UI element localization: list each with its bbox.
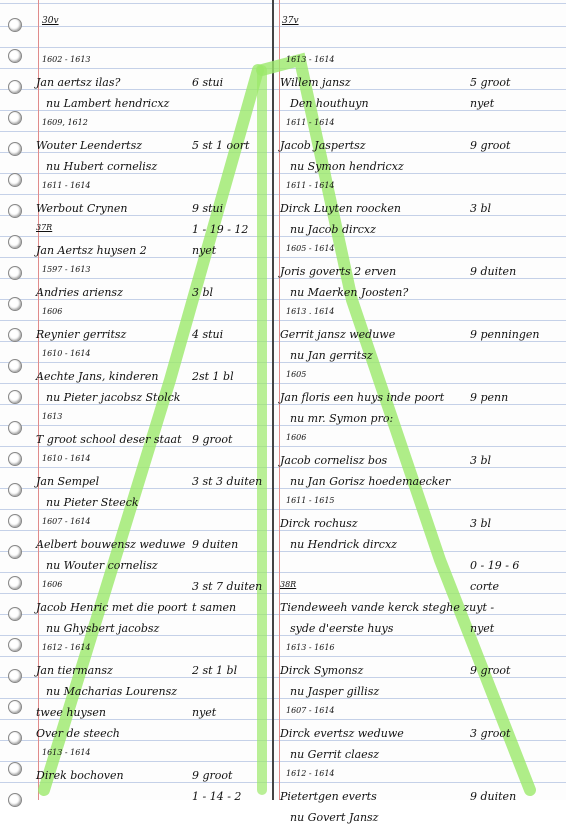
- binder-hole: [8, 576, 22, 590]
- right-sub-text: nu Govert Jansz: [290, 811, 379, 824]
- left-amount-text: 1 - 19 - 12: [192, 223, 249, 236]
- left-page-number: 30v: [42, 16, 59, 26]
- left-name-text: Andries ariensz: [36, 286, 123, 299]
- left-name-text: Aechte Jans, kinderen: [36, 370, 159, 383]
- right-amount-text: 3 groot: [470, 727, 511, 740]
- left-sub-text: nu Macharias Lourensz: [46, 685, 178, 698]
- left-sub-text: nu Hubert cornelisz: [46, 160, 158, 173]
- binder-hole: [8, 173, 22, 187]
- left-date-text: 1613: [42, 412, 63, 421]
- right-amount-text: 9 groot: [470, 664, 511, 677]
- binder-hole: [8, 731, 22, 745]
- left-name-text: Aelbert bouwensz weduwe: [36, 538, 186, 551]
- left-date-text: 1610 - 1614: [42, 454, 91, 463]
- binder-hole: [8, 235, 22, 249]
- left-date-text: 1606: [42, 307, 63, 316]
- left-amount-text: 9 duiten: [192, 538, 239, 551]
- column-divider: [272, 0, 274, 800]
- right-name-text: Dirck rochusz: [280, 517, 358, 530]
- right-amount-text: 9 penningen: [470, 328, 540, 341]
- right-sub-text: nu Jacob dircxz: [290, 223, 376, 236]
- right-date-text: 1605: [286, 370, 307, 379]
- right-name-text: Jacob Jaspertsz: [280, 139, 366, 152]
- left-date-text: 1597 - 1613: [42, 265, 91, 274]
- right-amount-text: nyet: [470, 622, 495, 635]
- right-name-text: Jan floris een huys inde poort: [280, 391, 445, 404]
- binder-hole: [8, 700, 22, 714]
- right-sub-text: nu Jan gerritsz: [290, 349, 373, 362]
- left-margin-line: [38, 0, 39, 800]
- binder-holes: [4, 0, 28, 800]
- binder-hole: [8, 204, 22, 218]
- left-date-text: 1610 - 1614: [42, 349, 91, 358]
- right-date-text: 1607 - 1614: [286, 706, 335, 715]
- right-sub-text: nu Symon hendricxz: [290, 160, 404, 173]
- right-name-text: Dirck evertsz weduwe: [280, 727, 404, 740]
- binder-hole: [8, 18, 22, 32]
- left-date-text: 1607 - 1614: [42, 517, 91, 526]
- left-name-text: Wouter Leendertsz: [36, 139, 143, 152]
- right-name-text: Tiendeweeh vande kerck steghe zuyt -: [280, 601, 495, 614]
- binder-hole: [8, 545, 22, 559]
- left-amount-text: 9 groot: [192, 433, 233, 446]
- right-ref-text: 38R: [280, 580, 297, 589]
- right-amount-text: 0 - 19 - 6: [470, 559, 520, 572]
- left-sub-text: nu Wouter cornelisz: [46, 559, 158, 572]
- binder-hole: [8, 359, 22, 373]
- left-sub-text: nu Pieter jacobsz Stolck: [46, 391, 181, 404]
- right-name-text: Dirck Luyten roocken: [280, 202, 401, 215]
- right-amount-text: nyet: [470, 97, 495, 110]
- right-name-text: Joris goverts 2 erven: [280, 265, 397, 278]
- left-date-text: 1609, 1612: [42, 118, 88, 127]
- left-date-text: 1602 - 1613: [42, 55, 91, 64]
- right-sub-text: nu Jan Gorisz hoedemaecker: [290, 475, 451, 488]
- right-sub-text: syde d'eerste huys: [290, 622, 394, 635]
- binder-hole: [8, 452, 22, 466]
- right-sub-text: nu Hendrick dircxz: [290, 538, 397, 551]
- right-amount-text: 3 bl: [470, 517, 492, 530]
- left-amount-text: 4 stui: [192, 328, 224, 341]
- right-date-text: 1613 - 1614: [286, 55, 335, 64]
- binder-hole: [8, 390, 22, 404]
- left-amount-text: nyet: [192, 244, 217, 257]
- left-ref-text: 37R: [36, 223, 53, 232]
- binder-hole: [8, 638, 22, 652]
- right-date-text: 1613 . 1614: [286, 307, 335, 316]
- right-name-text: Willem jansz: [280, 76, 351, 89]
- left-name-text: Direk bochoven: [36, 769, 124, 782]
- left-name-text: Jacob Henric met die poort: [36, 601, 188, 614]
- left-sub-text: nu Pieter Steeck: [46, 496, 139, 509]
- right-amount-text: 5 groot: [470, 76, 511, 89]
- right-name-text: Dirck Symonsz: [280, 664, 364, 677]
- right-amount-text: 9 penn: [470, 391, 509, 404]
- left-name-text: T groot school deser staat: [36, 433, 182, 446]
- left-amount-text: 9 stui: [192, 202, 224, 215]
- right-sub-text: nu Jasper gillisz: [290, 685, 380, 698]
- left-amount-text: 9 groot: [192, 769, 233, 782]
- left-amount-text: 2st 1 bl: [192, 370, 234, 383]
- binder-hole: [8, 514, 22, 528]
- binder-hole: [8, 669, 22, 683]
- right-sub-text: Den houthuyn: [290, 97, 369, 110]
- left-name-text: Jan aertsz ilas?: [36, 76, 121, 89]
- left-name-text: Jan tiermansz: [36, 664, 113, 677]
- left-name-text: Jan Aertsz huysen 2: [36, 244, 147, 257]
- left-sub-text: nu Lambert hendricxz: [46, 97, 170, 110]
- right-date-text: 1611 - 1614: [286, 118, 335, 127]
- binder-hole: [8, 266, 22, 280]
- left-name-text: Werbout Crynen: [36, 202, 128, 215]
- left-amount-text: 3 st 3 duiten: [192, 475, 263, 488]
- left-amount-text: nyet: [192, 706, 217, 719]
- highlighter-stroke-left: [44, 70, 258, 790]
- left-sub-text: nu Ghysbert jacobsz: [46, 622, 160, 635]
- binder-hole: [8, 793, 22, 807]
- right-amount-text: 3 bl: [470, 454, 492, 467]
- left-amount-text: 3 bl: [192, 286, 214, 299]
- binder-hole: [8, 49, 22, 63]
- binder-hole: [8, 142, 22, 156]
- right-name-text: Jacob cornelisz bos: [280, 454, 388, 467]
- binder-hole: [8, 607, 22, 621]
- left-date-text: 1612 - 1614: [42, 643, 91, 652]
- left-amount-text: 2 st 1 bl: [192, 664, 238, 677]
- binder-hole: [8, 80, 22, 94]
- left-amount-text: 3 st 7 duiten: [192, 580, 263, 593]
- left-amount-text: 1 - 14 - 2: [192, 790, 242, 803]
- right-date-text: 1606: [286, 433, 307, 442]
- binder-hole: [8, 111, 22, 125]
- left-amount-text: t samen: [192, 601, 237, 614]
- right-date-text: 1611 - 1614: [286, 181, 335, 190]
- binder-hole: [8, 328, 22, 342]
- left-date-text: 1611 - 1614: [42, 181, 91, 190]
- binder-hole: [8, 297, 22, 311]
- right-amount-text: 9 groot: [470, 139, 511, 152]
- left-date-text: 1606: [42, 580, 63, 589]
- binder-hole: [8, 483, 22, 497]
- right-sub-text: nu Gerrit claesz: [290, 748, 380, 761]
- binder-hole: [8, 421, 22, 435]
- right-amount-text: 9 duiten: [470, 790, 517, 803]
- left-date-text: 1613 - 1614: [42, 748, 91, 757]
- right-sub-text: nu Maerken Joosten?: [290, 286, 409, 299]
- left-name-text: twee huysen: [36, 706, 106, 719]
- right-sub-text: nu mr. Symon pro:: [290, 412, 394, 425]
- left-amount-text: 6 stui: [192, 76, 224, 89]
- right-date-text: 1612 - 1614: [286, 769, 335, 778]
- left-name-text: Jan Sempel: [36, 475, 100, 488]
- right-name-text: Gerrit jansz weduwe: [280, 328, 396, 341]
- right-page-number: 37v: [282, 16, 299, 26]
- right-name-text: Pietertgen everts: [280, 790, 377, 803]
- binder-hole: [8, 762, 22, 776]
- left-amount-text: 5 st 1 oort: [192, 139, 250, 152]
- right-date-text: 1611 - 1615: [286, 496, 335, 505]
- right-date-text: 1605 - 1614: [286, 244, 335, 253]
- left-name-text: Over de steech: [36, 727, 120, 740]
- right-amount-text: 3 bl: [470, 202, 492, 215]
- left-name-text: Reynier gerritsz: [36, 328, 127, 341]
- right-amount-text: corte: [470, 580, 499, 593]
- right-date-text: 1613 - 1616: [286, 643, 335, 652]
- right-amount-text: 9 duiten: [470, 265, 517, 278]
